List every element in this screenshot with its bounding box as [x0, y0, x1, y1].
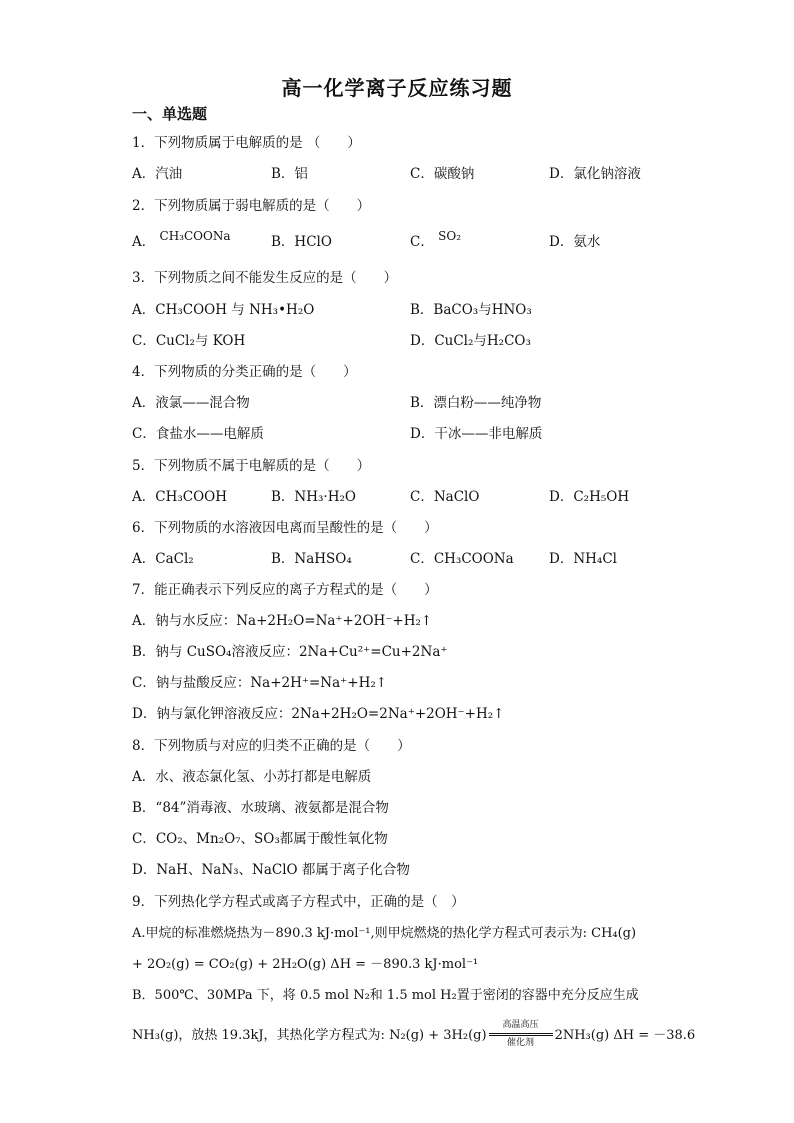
page-title: 高一化学离子反应练习题: [281, 76, 513, 100]
question-6-stem: 6．下列物质的水溶液因电离而呈酸性的是（ ）: [132, 520, 438, 536]
question-3-option-a: A．CH₃COOH 与 NH₃•H₂O: [132, 302, 315, 318]
reaction-condition-arrow: [489, 1019, 553, 1048]
question-5-option-a: A．CH₃COOH: [132, 489, 228, 505]
question-4-stem: 4．下列物质的分类正确的是（ ）: [132, 364, 357, 380]
question-5-option-b: B．NH₃·H₂O: [271, 489, 356, 505]
question-4-option-a: A．液氯——混合物: [132, 395, 250, 411]
option-formula: SO₂: [438, 229, 462, 243]
option-letter: A．: [132, 234, 156, 250]
question-3-stem: 3．下列物质之间不能发生反应的是（ ）: [132, 270, 398, 286]
question-7-option-c: C．钠与盐酸反应：Na+2H⁺=Na⁺+H₂↑: [132, 675, 388, 691]
question-6-option-c: C．CH₃COONa: [410, 551, 514, 567]
option-letter: C．: [410, 234, 434, 250]
question-2-option-d: D．氨水: [549, 234, 601, 250]
question-1-option-b: B．铝: [271, 166, 308, 182]
question-7-option-a: A．钠与水反应：Na+2H₂O=Na⁺+2OH⁻+H₂↑: [132, 613, 433, 629]
question-8-option-d: D．NaH、NaN₃、NaClO 都属于离子化合物: [132, 862, 410, 878]
question-9-stem: 9．下列热化学方程式或离子方程式中，正确的是（ ）: [132, 894, 465, 910]
question-8-option-c: C．CO₂、Mn₂O₇、SO₃都属于酸性氧化物: [132, 831, 388, 847]
question-1-stem: 1．下列物质属于电解质的是 （ ）: [132, 135, 361, 151]
question-9-option-b-line-2: [132, 1019, 696, 1048]
option-formula: CH₃COONa: [159, 229, 231, 243]
question-9-option-a-line-2: + 2O₂(g) = CO₂(g) + 2H₂O(g) ΔH = －890.3 kJ·mol⁻¹: [132, 957, 479, 972]
question-1-option-d: D．氯化钠溶液: [549, 166, 641, 182]
question-8-option-b: B．“84”消毒液、水玻璃、液氨都是混合物: [132, 800, 389, 816]
question-2-option-a: [132, 230, 231, 250]
question-7-option-d: D．钠与氯化钾溶液反应：2Na+2H₂O=2Na⁺+2OH⁻+H₂↑: [132, 706, 505, 722]
question-7-option-b: B．钠与 CuSO₄溶液反应：2Na+Cu²⁺=Cu+2Na⁺: [132, 644, 448, 660]
question-6-option-d: D．NH₄Cl: [549, 551, 617, 567]
question-7-stem: 7．能正确表示下列反应的离子方程式的是（ ）: [132, 582, 438, 598]
question-5-option-c: C．NaClO: [410, 489, 480, 505]
question-6-option-b: B．NaHSO₄: [271, 551, 352, 567]
condition-top-text: 高温高压: [502, 1019, 539, 1030]
question-5-stem: 5．下列物质不属于电解质的是（ ）: [132, 458, 371, 474]
question-4-option-d: D．干冰——非电解质: [410, 426, 543, 442]
question-4-option-c: C．食盐水——电解质: [132, 426, 264, 442]
question-8-stem: 8．下列物质与对应的归类不正确的是（ ）: [132, 738, 411, 754]
question-1-option-a: A．汽油: [132, 166, 183, 182]
question-2-stem: 2．下列物质属于弱电解质的是（ ）: [132, 198, 371, 214]
equation-right: 2NH₃(g) ΔH = －38.6: [554, 1028, 696, 1043]
question-6-option-a: A．CaCl₂: [132, 551, 194, 567]
question-9-option-a-line-1: A.甲烷的标准燃烧热为－890.3 kJ·mol⁻¹,则甲烷燃烧的热化学方程式可表示为: CH₄(g): [132, 926, 637, 941]
question-2-option-c: [410, 230, 461, 250]
question-8-option-a: A．水、液态氯化氢、小苏打都是电解质: [132, 769, 372, 785]
arrow-line-top: [489, 1033, 553, 1034]
question-3-option-c: C．CuCl₂与 KOH: [132, 333, 246, 349]
question-2-option-b: B．HClO: [271, 234, 332, 250]
question-9-option-b-line-1: B．500℃、30MPa 下，将 0.5 mol N₂和 1.5 mol H₂置于密闭的容器中充分反应生成: [132, 988, 639, 1003]
question-5-option-d: D．C₂H₅OH: [549, 489, 630, 505]
question-3-option-d: D．CuCl₂与H₂CO₃: [410, 333, 531, 349]
question-3-option-b: B．BaCO₃与HNO₃: [410, 302, 532, 318]
condition-bottom-text: 催化剂: [507, 1037, 535, 1048]
question-4-option-b: B．漂白粉——纯净物: [410, 395, 542, 411]
question-1-option-c: C．碳酸钠: [410, 166, 475, 182]
section-heading: 一、单选题: [132, 105, 208, 123]
equation-left: NH₃(g)，放热 19.3kJ，其热化学方程式为: N₂(g) + 3H₂(g): [132, 1028, 487, 1043]
